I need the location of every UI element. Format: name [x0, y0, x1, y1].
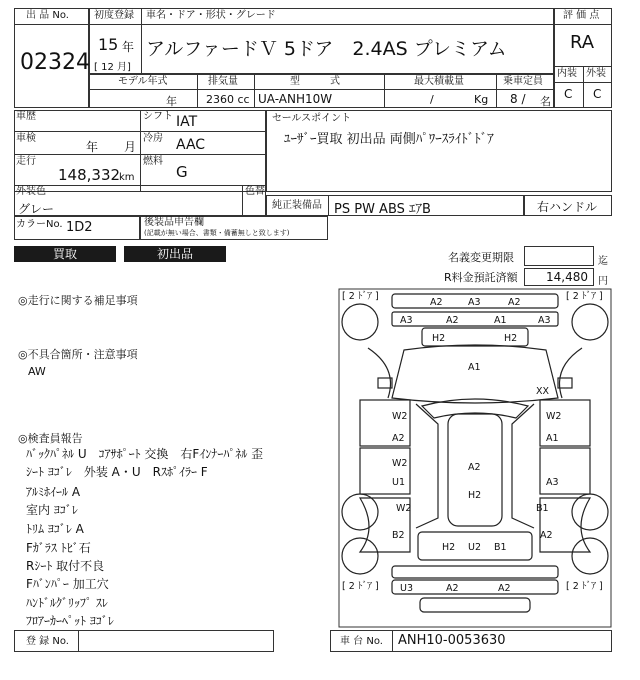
corner-label-top-right: [ 2 ﾄﾞｱ ] — [566, 291, 603, 302]
code-rear-bumper: U3 — [400, 583, 413, 594]
code-right-rear: B1 — [536, 503, 549, 514]
recycle-fee: 14,480 — [546, 270, 588, 284]
car-name-label: 車名・ドア・形状・グレード — [146, 10, 276, 21]
lot-number-label: 出 品 No. — [26, 10, 69, 21]
model-type: UA-ANH10W — [258, 92, 333, 106]
code-right-fender: XX — [536, 386, 550, 397]
lot-number: 02324 — [20, 50, 90, 75]
inspector-line: ﾌﾛｱｰｶｰﾍﾟｯﾄ ﾖｺﾞﾚ — [26, 614, 114, 628]
recycle-fee-label: R料金預託済額 — [444, 271, 518, 284]
corner-label-bottom-left: [ 2 ﾄﾞｱ ] — [342, 581, 379, 592]
code-tailgate: B1 — [494, 542, 507, 553]
sales-point: ﾕｰｻﾞｰ買取 初出品 両側ﾊﾟﾜｰｽﾗｲﾄﾞﾄﾞｱ — [284, 132, 494, 147]
sales-point-label: セールスポイント — [272, 113, 352, 124]
capacity-unit: 名 — [540, 95, 551, 108]
code-right-front-door: W2 — [546, 411, 562, 422]
mileage-label: 走行 — [16, 156, 36, 167]
transfer-deadline-unit: 迄 — [598, 256, 608, 267]
fuel-label: 燃料 — [143, 156, 163, 167]
code-left-rear-door: W2 — [392, 458, 408, 469]
interior-label: 内装 — [557, 68, 577, 79]
code-left-rear: B2 — [392, 530, 405, 541]
interior-grade: C — [564, 87, 573, 101]
defects-value: AW — [28, 365, 46, 378]
code-hood-row: A3 — [538, 315, 551, 326]
car-damage-diagram — [338, 288, 612, 628]
inspection-label: 車検 — [16, 133, 36, 144]
badge-first-listing: 初出品 — [124, 246, 226, 262]
equipment: PS PW ABS ｴｱB — [334, 202, 431, 217]
code-rear-bumper: A2 — [498, 583, 511, 594]
max-load-separator: / — [430, 93, 434, 106]
defects-label: ◎不具合箇所・注意事項 — [18, 348, 138, 361]
inspector-line: Fﾊﾞﾝﾊﾟｰ 加工穴 — [26, 577, 109, 591]
aftermarket-label: 後装品申告欄 — [144, 217, 204, 228]
transfer-deadline-box — [524, 246, 594, 266]
registration-label: 登 録 No. — [26, 636, 69, 647]
code-roof: H2 — [468, 490, 482, 501]
color-number: 1D2 — [66, 220, 93, 235]
code-left-rear-door: U1 — [392, 477, 405, 488]
code-front-bumper: A2 — [430, 297, 443, 308]
shift-label: シフト — [143, 111, 173, 122]
code-left-rear: W2 — [396, 503, 412, 514]
inspector-line: ｼｰﾄ ﾖｺﾞﾚ 外装 A・U Rｽﾎﾟｲﾗｰ F — [26, 465, 208, 479]
exterior-grade: C — [593, 87, 602, 101]
mileage-unit: km — [119, 172, 135, 183]
capacity: 8 / — [510, 92, 526, 106]
code-right-rear: A2 — [540, 530, 553, 541]
first-registration-year: 15 — [98, 35, 119, 54]
inspector-report-label: ◎検査員報告 — [18, 432, 83, 445]
code-hood-row: A2 — [446, 315, 459, 326]
code-roof: A2 — [468, 462, 481, 473]
code-grille-right: H2 — [504, 333, 518, 344]
recolor-label: 色替 — [245, 186, 265, 197]
inspection-month-unit: 月 — [124, 140, 137, 154]
code-right-rear-door: A3 — [546, 477, 559, 488]
recycle-fee-unit: 円 — [598, 276, 608, 287]
code-hood-row: A3 — [400, 315, 413, 326]
model-year-label: モデル年式 — [118, 76, 168, 87]
history-label: 車歴 — [16, 111, 36, 122]
code-grille-left: H2 — [432, 333, 446, 344]
driving-notes-label: ◎走行に関する補足事項 — [18, 294, 138, 307]
inspector-line: Rｼｰﾄ 取付不良 — [26, 559, 105, 573]
vin: ANH10-0053630 — [398, 633, 506, 648]
color-number-label: カラーNo. — [16, 219, 63, 230]
badge-buyback: 買取 — [14, 246, 116, 262]
inspection-year-unit: 年 — [86, 140, 99, 154]
exterior-color: グレー — [18, 202, 55, 216]
displacement-label: 排気量 — [208, 76, 238, 87]
air-conditioner: AAC — [176, 137, 206, 153]
ac-label: 冷房 — [143, 133, 163, 144]
equipment-label: 純正装備品 — [272, 200, 322, 211]
model-year-unit: 年 — [166, 95, 177, 108]
inspector-line: ｱﾙﾐﾎｲｰﾙ A — [26, 485, 81, 499]
shift: IAT — [176, 114, 198, 130]
exterior-label: 外装 — [586, 68, 606, 79]
grade-score: RA — [570, 32, 595, 53]
first-registration-month: [ 12 月] — [94, 62, 131, 73]
color-label: 外装色 — [16, 186, 46, 197]
first-registration-label: 初度登録 — [94, 10, 134, 21]
vin-label: 車 台 No. — [340, 636, 383, 647]
corner-label-bottom-right: [ 2 ﾄﾞｱ ] — [566, 581, 603, 592]
fuel: G — [176, 163, 188, 181]
inspector-line: ﾊﾝﾄﾞﾙｸﾞﾘｯﾌﾟ ｽﾚ — [26, 596, 108, 610]
code-rear-bumper: A2 — [446, 583, 459, 594]
code-front-bumper: A3 — [468, 297, 481, 308]
code-right-front-door: A1 — [546, 433, 559, 444]
code-tailgate: U2 — [468, 542, 481, 553]
aftermarket-note: (記載が無い場合、書類・備蓄無しと致します) — [144, 229, 290, 237]
car-name: アルファードＶ 5ドア 2.4AS プレミアム — [146, 38, 507, 60]
code-tailgate: H2 — [442, 542, 456, 553]
max-load-unit: Kg — [474, 93, 489, 106]
type-label: 型 式 — [290, 76, 340, 87]
mileage: 148,332 — [58, 166, 121, 184]
year-unit: 年 — [122, 40, 135, 54]
code-hood: A1 — [468, 362, 481, 373]
grade-label: 評 価 点 — [563, 10, 600, 21]
code-hood-row: A1 — [494, 315, 507, 326]
displacement: 2360 cc — [206, 93, 250, 106]
inspector-line: ﾄﾘﾑ ﾖｺﾞﾚ A — [26, 522, 84, 536]
code-left-front-door: W2 — [392, 411, 408, 422]
transfer-deadline-label: 名義変更期限 — [448, 251, 514, 264]
corner-label-top-left: [ 2 ﾄﾞｱ ] — [342, 291, 379, 302]
inspector-line: Fｶﾞﾗｽ ﾄﾋﾞ石 — [26, 541, 91, 555]
code-left-front-door: A2 — [392, 433, 405, 444]
steering: 右ハンドル — [537, 200, 598, 214]
code-front-bumper: A2 — [508, 297, 521, 308]
inspector-line: ﾊﾞｯｸﾊﾟﾈﾙ U ｺｱｻﾎﾟｰﾄ 交換 右Fｲﾝﾅｰﾊﾟﾈﾙ 歪 — [26, 447, 264, 461]
inspector-line: 室内 ﾖｺﾞﾚ — [26, 503, 78, 517]
capacity-label: 乗車定員 — [503, 76, 543, 87]
max-load-label: 最大積載量 — [414, 76, 464, 87]
